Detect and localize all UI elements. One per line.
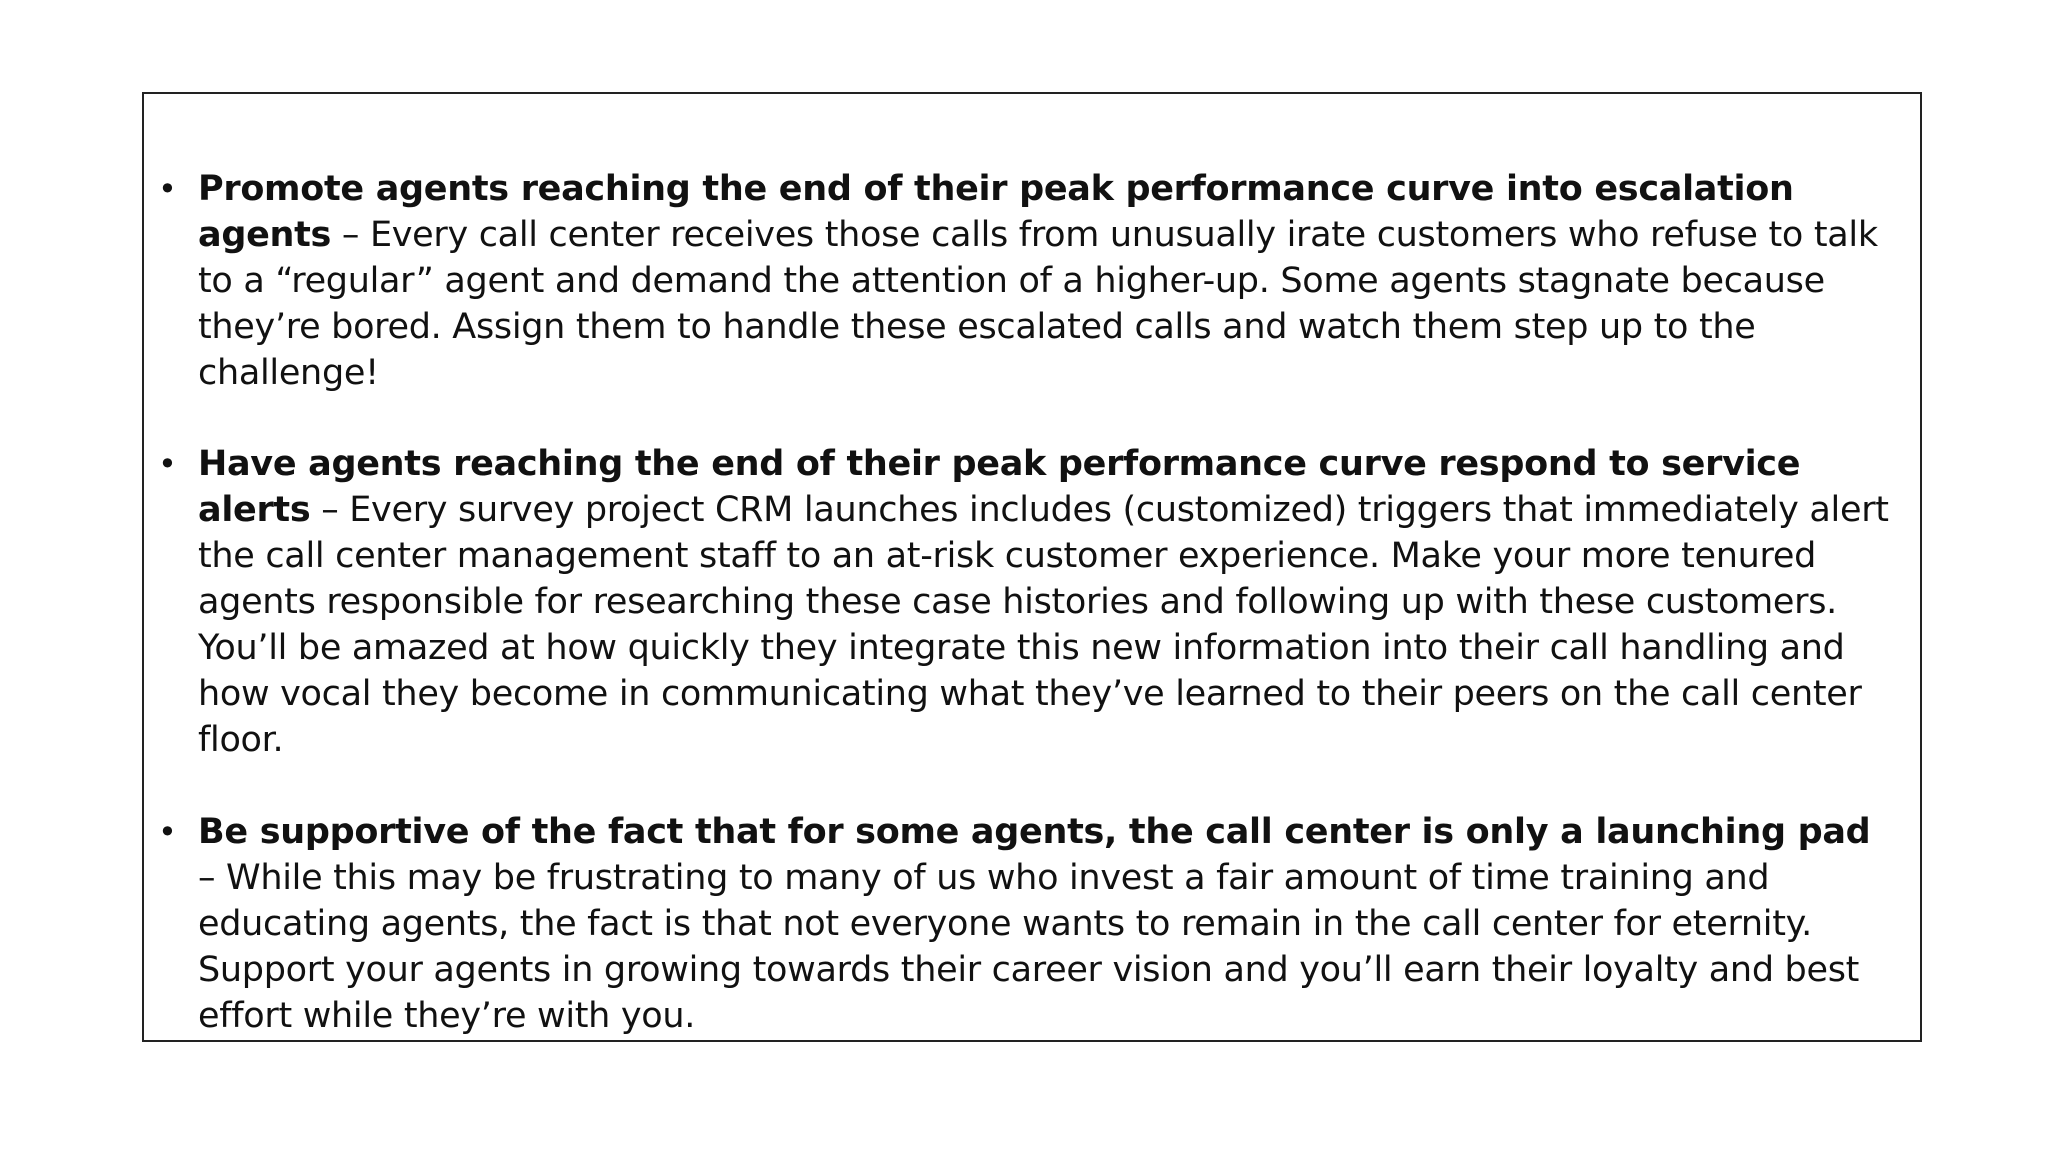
bullet-item-launching-pad [158,809,1898,1039]
bullet-heading: Have agents reaching the end of their peak performance curve respond to service alerts [198,444,1801,530]
content-frame [142,92,1922,1042]
bullet-heading: Promote agents reaching the end of their peak performance curve into escalation agents [198,169,1794,255]
bullet-marker: • [158,445,177,483]
bullet-marker: • [158,813,177,851]
bullet-body: – While this may be frustrating to many of us who invest a fair amount of time training and educating agents, the fact is that not everyone wants to remain in the call center for eternity. Support your agents in growing towards their career vision and you’ll earn their loyalty and best effort while they’re with you. [198,858,1860,1036]
bullet-marker: • [158,170,177,208]
bullet-item-escalation-agents [158,166,1898,396]
bullet-heading: Be supportive of the fact that for some agents, the call center is only a launching pad [198,812,1871,852]
bullet-item-service-alerts [158,441,1898,763]
bullet-body: – Every call center receives those calls from unusually irate customers who refuse to talk to a “regular” agent and demand the attention of a higher-up. Some agents stagnate because they’re bored. Assign them to handle these escalated calls and watch them step up to the challenge! [198,215,1878,393]
bullet-body: – Every survey project CRM launches includes (customized) triggers that immediately alert the call center management staff to an at-risk customer experience. Make your more tenured agents responsible for researching these case histories and following up with these customers. You’ll be amazed at how quickly they integrate this new information into their call handling and how vocal they become in communicating what they’ve learned to their peers on the call center floor. [198,490,1889,760]
